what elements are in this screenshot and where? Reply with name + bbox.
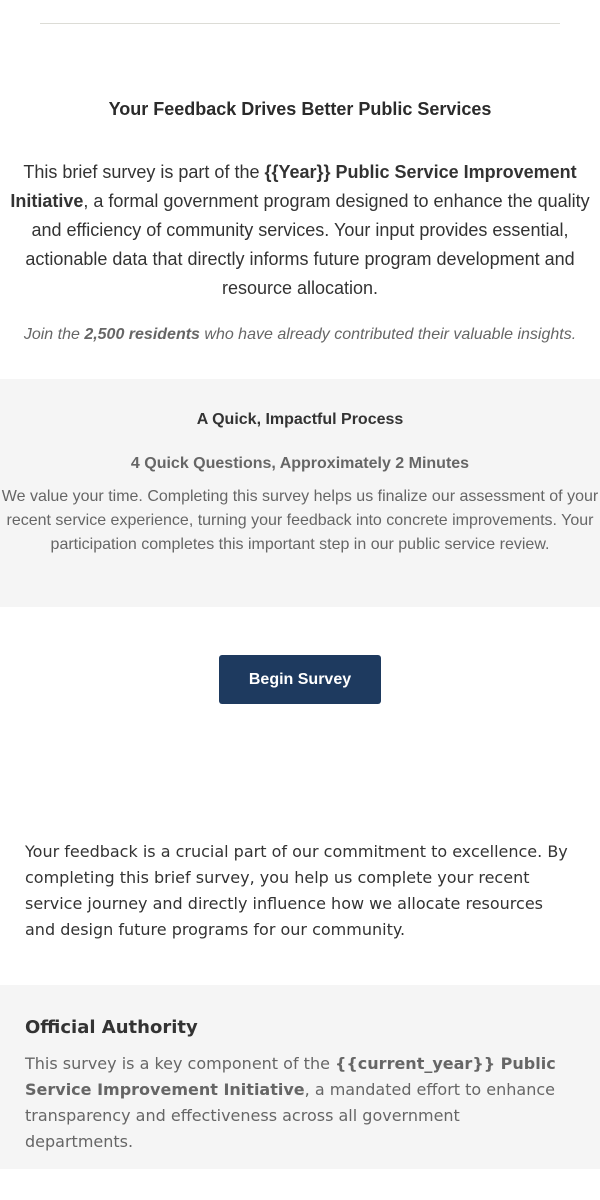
- intro-section: [0, 96, 600, 347]
- social-proof-prefix: Join the: [23, 326, 85, 343]
- process-subtitle: 4 Quick Questions, Approximately 2 Minutes: [130, 455, 470, 472]
- authority-text-suffix: , a mandated effort to enhance transparency and effectiveness across all government departments.: [25, 1080, 556, 1151]
- initiative-name: {{Year}} Public Service Improvement Initiative: [10, 162, 577, 211]
- authority-text-prefix: This survey is a key component of the: [25, 1054, 336, 1073]
- authority-title: Official Authority: [25, 1017, 198, 1038]
- authority-section: [0, 985, 600, 1169]
- process-section: [0, 379, 600, 607]
- intro-body-prefix: This brief survey is part of the: [23, 162, 265, 182]
- commitment-text: Your feedback is a crucial part of our commitment to excellence. By completing this brief survey, you help us complete your recent service journey and directly influence how we allocate resources and design future programs for our community.: [25, 842, 568, 939]
- intro-body-suffix: , a formal government program designed to enhance the quality and efficiency of community services. Your input provides essential, actionable data that directly informs future program development and resource allocation.: [25, 191, 590, 298]
- begin-survey-button[interactable]: Begin Survey: [219, 655, 381, 704]
- process-description: We value your time. Completing this survey helps us finalize our assessment of your recent service experience, turning your feedback into concrete improvements. Your participation completes this important step in our public service review.: [1, 488, 599, 553]
- cta-container: [0, 655, 600, 704]
- authority-text: [25, 1051, 570, 1155]
- social-proof-suffix: who have already contributed their valuable insights.: [199, 326, 577, 343]
- intro-body: [10, 158, 590, 303]
- process-title: A Quick, Impactful Process: [196, 411, 404, 428]
- page-headline: Your Feedback Drives Better Public Services: [108, 99, 492, 119]
- top-divider: [40, 23, 560, 24]
- authority-initiative-name: {{current_year}} Public Service Improvement Initiative: [25, 1054, 556, 1099]
- resident-count: 2,500 residents: [84, 326, 200, 343]
- social-proof: [0, 323, 600, 347]
